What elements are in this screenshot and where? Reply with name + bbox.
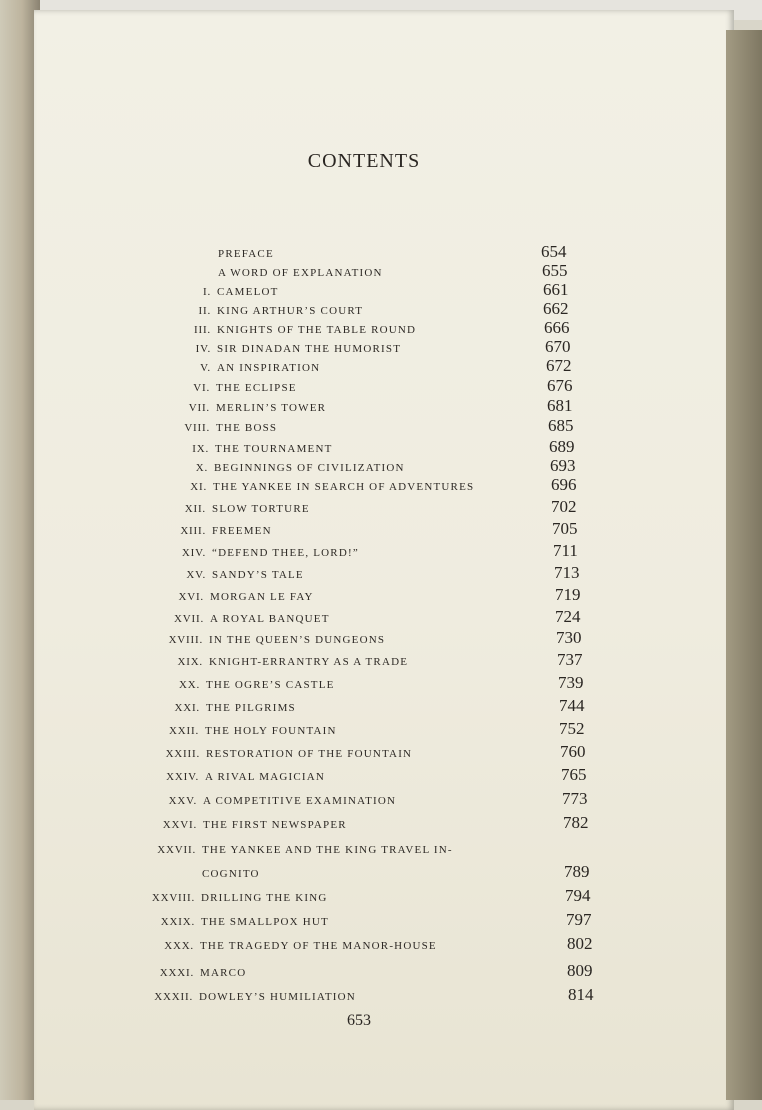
chapter-page-number: 737 <box>557 650 583 669</box>
chapter-number: II. <box>198 305 211 317</box>
chapter-page-number: 654 <box>541 242 567 261</box>
chapter-page-number: 676 <box>547 376 573 395</box>
chapter-title: DRILLING THE KING <box>201 892 328 904</box>
chapter-page-number: 730 <box>556 628 582 647</box>
toc-entry <box>0 337 762 363</box>
chapter-title: PREFACE <box>218 248 274 260</box>
chapter-title: KNIGHTS OF THE TABLE ROUND <box>217 324 417 336</box>
toc-entry <box>0 985 762 1011</box>
chapter-page-number: 724 <box>555 607 581 626</box>
toc-entry <box>0 416 762 442</box>
chapter-title: AN INSPIRATION <box>217 362 321 374</box>
toc-entry <box>0 318 762 344</box>
chapter-page-number: 760 <box>560 742 586 761</box>
chapter-title: DOWLEY’S HUMILIATION <box>199 991 356 1003</box>
chapter-page-number: 719 <box>555 585 581 604</box>
chapter-number: XXXI. <box>159 967 194 979</box>
chapter-page-number: 789 <box>564 862 590 881</box>
toc-entry <box>0 563 762 589</box>
chapter-page-number: 765 <box>561 765 587 784</box>
chapter-number: XXXII. <box>154 991 193 1003</box>
chapter-number: VII. <box>188 402 210 414</box>
chapter-number: XXIII. <box>165 748 200 760</box>
chapter-page-number: 739 <box>558 673 584 692</box>
chapter-title: KING ARTHUR’S COURT <box>217 305 364 317</box>
chapter-page-number: 655 <box>542 261 568 280</box>
toc-entry <box>0 356 762 382</box>
toc-entry <box>0 437 762 463</box>
chapter-title: BEGINNINGS OF CIVILIZATION <box>214 462 405 474</box>
toc-entry <box>0 396 762 422</box>
toc-entry <box>0 242 762 268</box>
chapter-page-number: 814 <box>568 985 594 1004</box>
toc-entry <box>0 261 762 287</box>
chapter-number: XIII. <box>180 525 206 537</box>
chapter-title: A WORD OF EXPLANATION <box>218 267 383 279</box>
toc-entry <box>0 607 762 633</box>
toc-entry <box>0 719 762 745</box>
chapter-page-number: 702 <box>551 497 577 516</box>
toc-entry <box>0 497 762 523</box>
toc-entry <box>0 886 762 912</box>
chapter-number: XXI. <box>174 702 200 714</box>
chapter-title: THE YANKEE AND THE KING TRAVEL IN- <box>202 844 453 856</box>
chapter-number: X. <box>195 462 208 474</box>
chapter-number: XIV. <box>181 547 206 559</box>
toc-entry <box>0 673 762 699</box>
chapter-title: SIR DINADAN THE HUMORIST <box>217 343 402 355</box>
toc-entry <box>0 696 762 722</box>
toc-entry <box>0 844 762 864</box>
chapter-number: IV. <box>195 343 211 355</box>
chapter-page-number: 662 <box>543 299 569 318</box>
chapter-number: XX. <box>178 679 200 691</box>
chapter-title: THE YANKEE IN SEARCH OF ADVENTURES <box>213 481 475 493</box>
chapter-number: XXVIII. <box>151 892 195 904</box>
chapter-number: XV. <box>186 569 206 581</box>
chapter-page-number: 705 <box>552 519 578 538</box>
chapter-page-number: 693 <box>550 456 576 475</box>
chapter-title: COGNITO <box>202 868 260 880</box>
page-title: CONTENTS <box>307 150 421 172</box>
chapter-page-number: 685 <box>548 416 574 435</box>
chapter-page-number: 773 <box>562 789 588 808</box>
chapter-page-number: 752 <box>559 719 585 738</box>
page-number: 653 <box>347 1012 371 1029</box>
toc-entry <box>0 299 762 325</box>
chapter-page-number: 809 <box>567 961 593 980</box>
chapter-number: XXX. <box>164 940 194 952</box>
chapter-page-number: 797 <box>566 910 592 929</box>
chapter-title: THE SMALLPOX HUT <box>201 916 329 928</box>
chapter-page-number: 794 <box>565 886 591 905</box>
toc-entry <box>0 862 762 888</box>
chapter-title: THE BOSS <box>216 422 278 434</box>
chapter-number: VIII. <box>184 422 210 434</box>
chapter-page-number: 782 <box>563 813 589 832</box>
chapter-title: THE OGRE’S CASTLE <box>206 679 335 691</box>
chapter-title: MORGAN LE FAY <box>210 591 314 603</box>
chapter-title: THE PILGRIMS <box>206 702 296 714</box>
toc-entry <box>0 475 762 501</box>
chapter-page-number: 670 <box>545 337 571 356</box>
chapter-title: A RIVAL MAGICIAN <box>205 771 326 783</box>
toc-entry <box>0 742 762 768</box>
toc-entry <box>0 934 762 960</box>
toc-entry <box>0 789 762 815</box>
chapter-title: SANDY’S TALE <box>212 569 304 581</box>
chapter-number: XI. <box>190 481 207 493</box>
chapter-number: XXV. <box>168 795 197 807</box>
toc-entry <box>0 519 762 545</box>
chapter-page-number: 672 <box>546 356 572 375</box>
toc-entry <box>0 961 762 987</box>
chapter-page-number: 802 <box>567 934 593 953</box>
chapter-title: THE FIRST NEWSPAPER <box>203 819 347 831</box>
chapter-page-number: 711 <box>553 541 578 560</box>
chapter-number: III. <box>194 324 211 336</box>
chapter-title: THE ECLIPSE <box>216 382 297 394</box>
chapter-number: XIX. <box>177 656 203 668</box>
toc-entry <box>0 541 762 567</box>
toc-entry <box>0 813 762 839</box>
chapter-title: RESTORATION OF THE FOUNTAIN <box>206 748 413 760</box>
chapter-number: XXVII. <box>157 844 196 856</box>
toc-entry <box>0 585 762 611</box>
chapter-title: FREEMEN <box>212 525 272 537</box>
chapter-number: I. <box>202 286 211 298</box>
chapter-number: XXIV. <box>166 771 199 783</box>
chapter-number: XXVI. <box>162 819 197 831</box>
chapter-page-number: 661 <box>543 280 569 299</box>
chapter-number: XVIII. <box>168 634 203 646</box>
chapter-number: XXIX. <box>160 916 195 928</box>
toc-entry <box>0 376 762 402</box>
chapter-page-number: 713 <box>554 563 580 582</box>
chapter-title: THE TOURNAMENT <box>215 443 333 455</box>
chapter-title: “DEFEND THEE, LORD!” <box>212 547 359 559</box>
chapter-title: THE HOLY FOUNTAIN <box>205 725 337 737</box>
chapter-title: MARCO <box>200 967 247 979</box>
chapter-number: XII. <box>184 503 206 515</box>
toc-entry <box>0 456 762 482</box>
chapter-number: XXII. <box>169 725 199 737</box>
chapter-page-number: 744 <box>559 696 585 715</box>
chapter-title: THE TRAGEDY OF THE MANOR-HOUSE <box>200 940 437 952</box>
chapter-title: IN THE QUEEN’S DUNGEONS <box>209 634 386 646</box>
chapter-number: XVI. <box>178 591 204 603</box>
chapter-page-number: 666 <box>544 318 570 337</box>
toc-entry <box>0 628 762 654</box>
toc-entry <box>0 765 762 791</box>
chapter-number: V. <box>200 362 211 374</box>
chapter-title: A ROYAL BANQUET <box>210 613 330 625</box>
chapter-title: KNIGHT-ERRANTRY AS A TRADE <box>209 656 409 668</box>
chapter-title: MERLIN’S TOWER <box>216 402 327 414</box>
chapter-number: XVII. <box>174 613 204 625</box>
toc-entry <box>0 650 762 676</box>
chapter-number: IX. <box>192 443 209 455</box>
chapter-title: CAMELOT <box>217 286 279 298</box>
chapter-title: SLOW TORTURE <box>212 503 310 515</box>
chapter-page-number: 689 <box>549 437 575 456</box>
chapter-title: A COMPETITIVE EXAMINATION <box>203 795 397 807</box>
chapter-page-number: 696 <box>551 475 577 494</box>
chapter-number: VI. <box>193 382 210 394</box>
toc-entry <box>0 280 762 306</box>
toc-entry <box>0 910 762 936</box>
chapter-page-number: 681 <box>547 396 573 415</box>
